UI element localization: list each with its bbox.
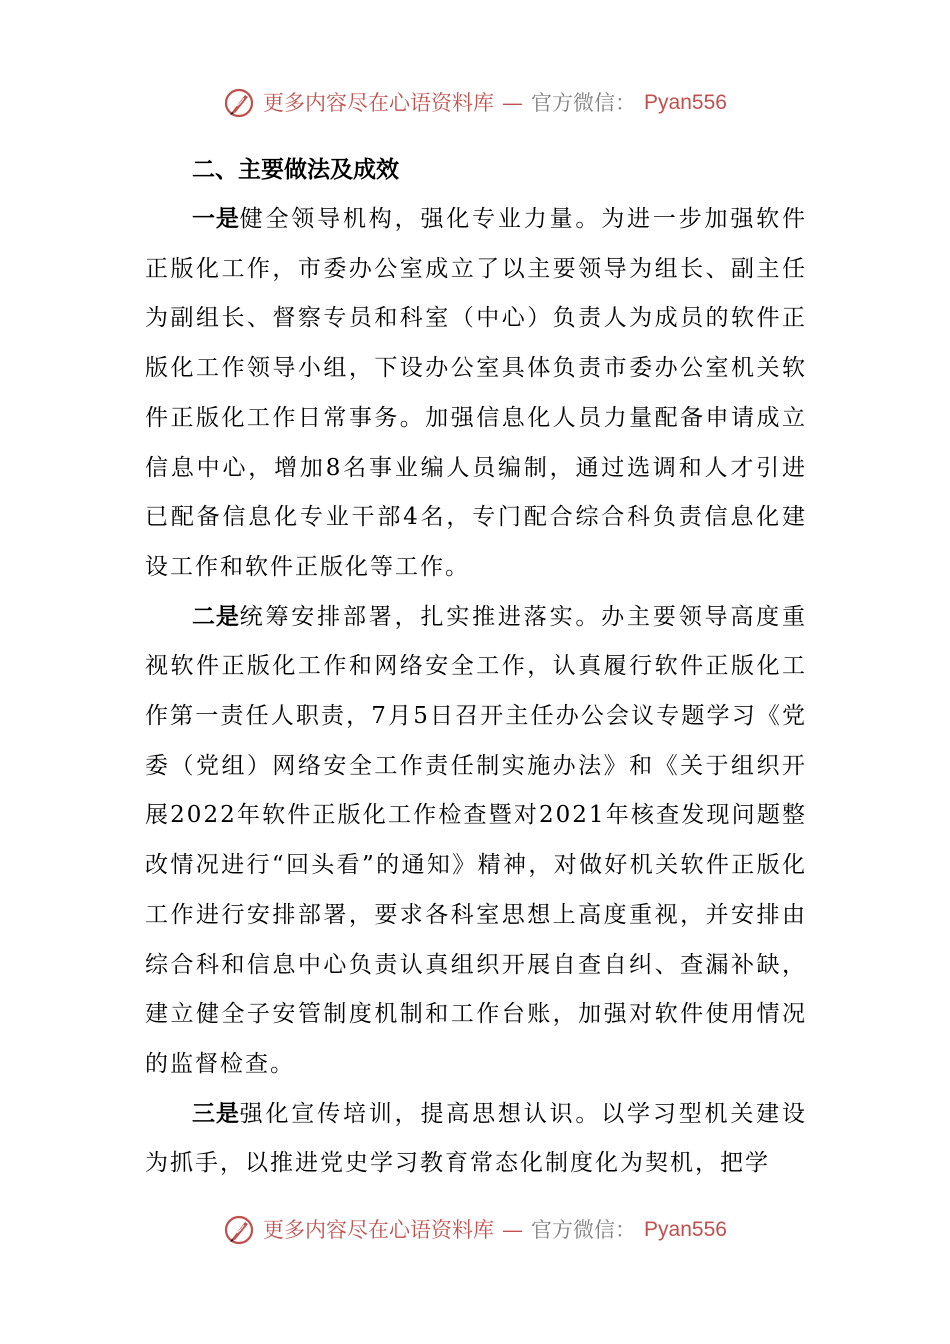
paragraph-3 [145, 1090, 807, 1189]
watermark-wechat-label: 官方微信： [531, 91, 637, 115]
document-body [145, 145, 807, 1189]
paragraph-text: 统筹安排部署，扎实推进落实。办主要领导高度重视软件正版化工作和网络安全工作，认真履行软件正版化工作第一责任人职责，7月5日召开主任办公会议专题学习《党委（党组）网络安全工作责任制实施办法》和《关于组织开展2022年软件正版化工作检查暨对2021年核查发现问题整改情况进行“回头看”的通知》精神，对做好机关软件正版化工作进行安排部署，要求各科室思想上高度重视，并安排由综合科和信息中心负责认真组织开展自查自纠、查漏补缺，建立健全子安管制度机制和工作台账，加强对软件使用情况的监督检查。 [145, 603, 808, 1077]
section-heading: 二、主要做法及成效 [192, 157, 399, 183]
watermark-footer [0, 1210, 950, 1250]
paragraph-lead: 一是 [192, 206, 240, 232]
paragraph-text: 强化宣传培训，提高思想认识。以学习型机关建设为抓手，以推进党史学习教育常态化制度化为契机，把学 [145, 1100, 808, 1177]
watermark-header [0, 83, 950, 123]
paragraph-1 [145, 195, 807, 593]
quill-pen-logo-icon [223, 87, 255, 119]
watermark-wechat-id: Pyan556 [644, 91, 727, 114]
paragraph-2 [145, 593, 807, 1090]
watermark-main-text: 更多内容尽在心语资料库 [263, 91, 495, 115]
paragraph-lead: 二是 [192, 603, 240, 630]
watermark-dash: — [502, 91, 524, 115]
paragraph-text: 健全领导机构，强化专业力量。为进一步加强软件正版化工作，市委办公室成立了以主要领导为组长、副主任为副组长、督察专员和科室（中心）负责人为成员的软件正版化工作领导小组，下设办公室具体负责市委办公室机关软件正版化工作日常事务。加强信息化人员力量配备申请成立信息中心，增加8名事业编人员编制，通过选调和人才引进已配备信息化专业干部4名，专门配合综合科负责信息化建设工作和软件正版化等工作。 [145, 206, 808, 580]
watermark-main-text: 更多内容尽在心语资料库 [263, 1218, 495, 1242]
paragraph-lead: 三是 [192, 1100, 240, 1127]
watermark-wechat-label: 官方微信： [531, 1218, 637, 1242]
watermark-wechat-id: Pyan556 [644, 1218, 727, 1241]
quill-pen-logo-icon [223, 1214, 255, 1246]
watermark-dash: — [502, 1218, 524, 1242]
